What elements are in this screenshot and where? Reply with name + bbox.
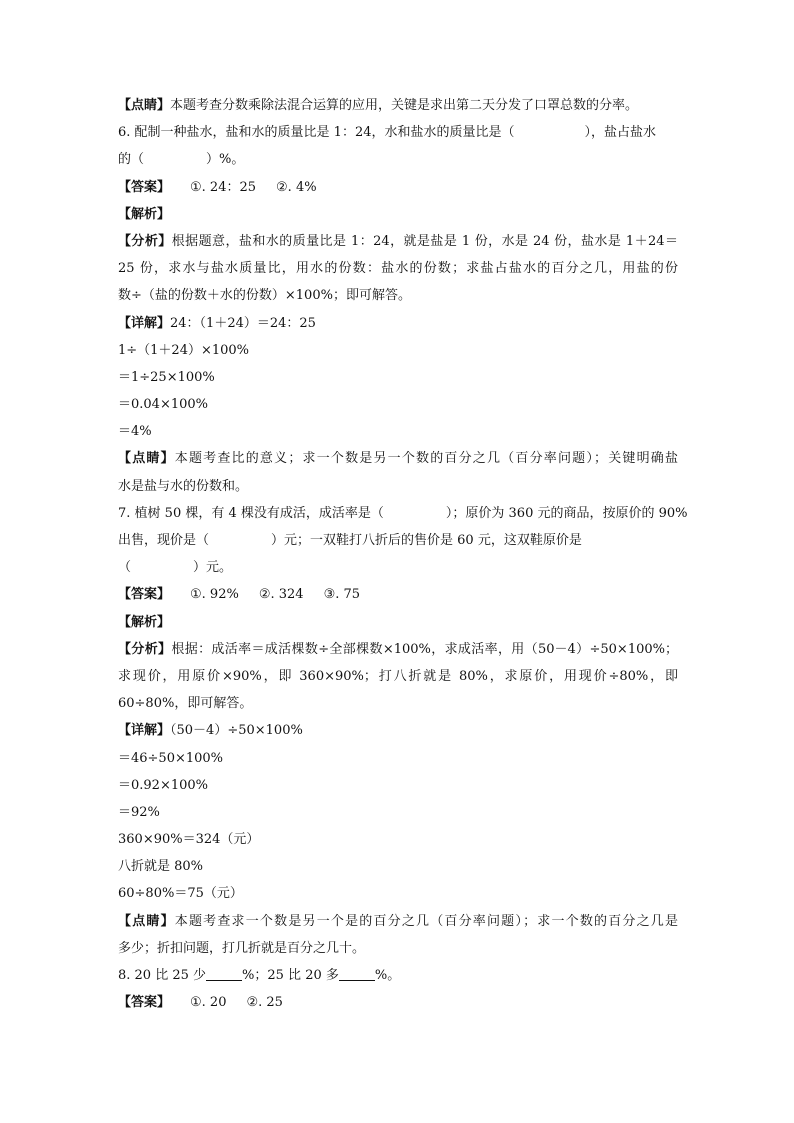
analysis-tag-6: 【解析】	[118, 206, 171, 222]
question-6-text: 的（	[118, 152, 145, 168]
comment-line	[118, 92, 678, 119]
analysis-6-line-2: 25 份，求水与盐水质量比，用水的份数：盐水的份数；求盐占盐水的百分之几，用盐的份	[118, 261, 678, 277]
question-8-text: 8. 20 比 25 少	[118, 968, 207, 983]
analysis-text: 根据：成活率＝成活棵数÷全部棵数×100%，求成活率，用（50－4）÷50×100%；	[171, 641, 678, 657]
detail-7-line-4: ＝92%	[118, 804, 160, 820]
analysis-7-line-2: 求现价，用原价×90%，即 360×90%；打八折就是 80%，求原价，用现价÷80%，即	[118, 668, 678, 684]
question-6-line-2	[118, 146, 678, 173]
question-6-line-1	[118, 119, 678, 146]
question-6-text: 6. 配制一种盐水，盐和水的质量比是 1：24，水和盐水的质量比是（	[118, 125, 515, 141]
question-7-line-3	[118, 554, 678, 581]
detail-7-line-7: 60÷80%＝75（元）	[118, 886, 243, 902]
detail-7-line-2: ＝46÷50×100%	[118, 750, 224, 766]
question-7-text: ）；原价为 360 元的商品，按原价的 90%	[445, 505, 688, 521]
detail-6-line-3: ＝1÷25×100%	[118, 369, 215, 385]
comment-7-line-1	[118, 908, 678, 935]
detail-text: （50－4）÷50×100%	[170, 723, 303, 739]
comment-text: 本题考查分数乘除法混合运算的应用，关键是求出第二天分发了口罩总数的分率。	[170, 98, 639, 113]
question-8-text: %；25 比 20 多	[242, 968, 339, 983]
answer-value: ②. 4%	[276, 179, 317, 195]
comment-6-line-1	[118, 445, 678, 472]
detail-text: 24：（1＋24）＝24：25	[170, 315, 316, 331]
analysis-6-line-1	[118, 228, 678, 255]
detail-6-line-1	[118, 310, 678, 337]
comment-text: 本题考查求一个数是另一个是的百分之几（百分率问题）；求一个数的百分之几是	[174, 913, 678, 929]
detail-7-line-3: ＝0.92×100%	[118, 777, 209, 793]
answer-value: ③. 75	[323, 587, 361, 603]
answer-value: ①. 92%	[190, 587, 239, 603]
answer-6	[118, 174, 678, 201]
analysis-text: 根据题意，盐和水的质量比是 1：24，就是盐是 1 份，水是 24 份，盐水是 1＋24＝	[171, 233, 678, 249]
answer-tag: 【答案】	[118, 179, 171, 195]
question-8-text: %。	[374, 968, 401, 983]
detail-tag: 【详解】	[118, 723, 171, 739]
question-8-line-1	[118, 962, 678, 989]
answer-value: ②. 324	[258, 587, 304, 603]
detail-7-line-5: 360×90%＝324（元）	[118, 832, 260, 848]
analysis-tag-7: 【解析】	[118, 614, 171, 630]
answer-value: ②. 25	[246, 995, 283, 1011]
answer-value: ①. 24：25	[190, 179, 257, 195]
detail-tag: 【详解】	[118, 315, 171, 331]
analysis-label: 【分析】	[118, 233, 172, 249]
question-7-text: ）元；一双鞋打八折后的售价是 60 元，这双鞋原价是	[271, 533, 582, 548]
detail-6-line-5: ＝4%	[118, 424, 152, 440]
comment-tag: 【点睛】	[118, 98, 171, 113]
answer-underline	[206, 966, 242, 981]
answer-underline	[339, 966, 375, 981]
question-7-line-1	[118, 500, 688, 527]
comment-tag: 【点睛】	[118, 913, 175, 929]
analysis-7-line-1	[118, 636, 678, 663]
analysis-7-line-3: 60÷80%，即可解答。	[118, 696, 253, 712]
question-6-text: ）%。	[206, 152, 245, 168]
question-7-text: （	[118, 560, 132, 576]
analysis-6-line-3: 数÷（盐的份数＋水的份数）×100%；即可解答。	[118, 288, 411, 304]
answer-8	[118, 989, 678, 1016]
answer-tag: 【答案】	[118, 587, 171, 603]
comment-7-line-2: 多少；折扣问题，打几折就是百分之几十。	[118, 940, 366, 956]
detail-7-line-6: 八折就是 80%	[118, 859, 204, 875]
analysis-label: 【分析】	[118, 641, 172, 657]
question-7-text: 7. 植树 50 棵，有 4 棵没有成活，成活率是（	[118, 505, 384, 521]
comment-text: 本题考查比的意义；求一个数是另一个数的百分之几（百分率问题）；关键明确盐	[174, 451, 678, 467]
question-7-text: 出售，现价是（	[118, 533, 210, 548]
comment-tag: 【点睛】	[118, 451, 175, 467]
answer-value: ①. 20	[190, 995, 227, 1011]
detail-7-line-1	[118, 717, 678, 744]
question-6-text: ），盐占盐水	[584, 125, 656, 141]
comment-6-line-2: 水是盐与水的份数和。	[118, 478, 249, 494]
detail-6-line-4: ＝0.04×100%	[118, 397, 209, 413]
answer-7	[118, 581, 678, 608]
document-content	[118, 92, 688, 1016]
detail-6-line-2: 1÷（1＋24）×100%	[118, 342, 250, 358]
question-7-line-2	[118, 527, 678, 554]
answer-tag: 【答案】	[118, 995, 171, 1011]
question-7-text: ）元。	[193, 560, 233, 576]
